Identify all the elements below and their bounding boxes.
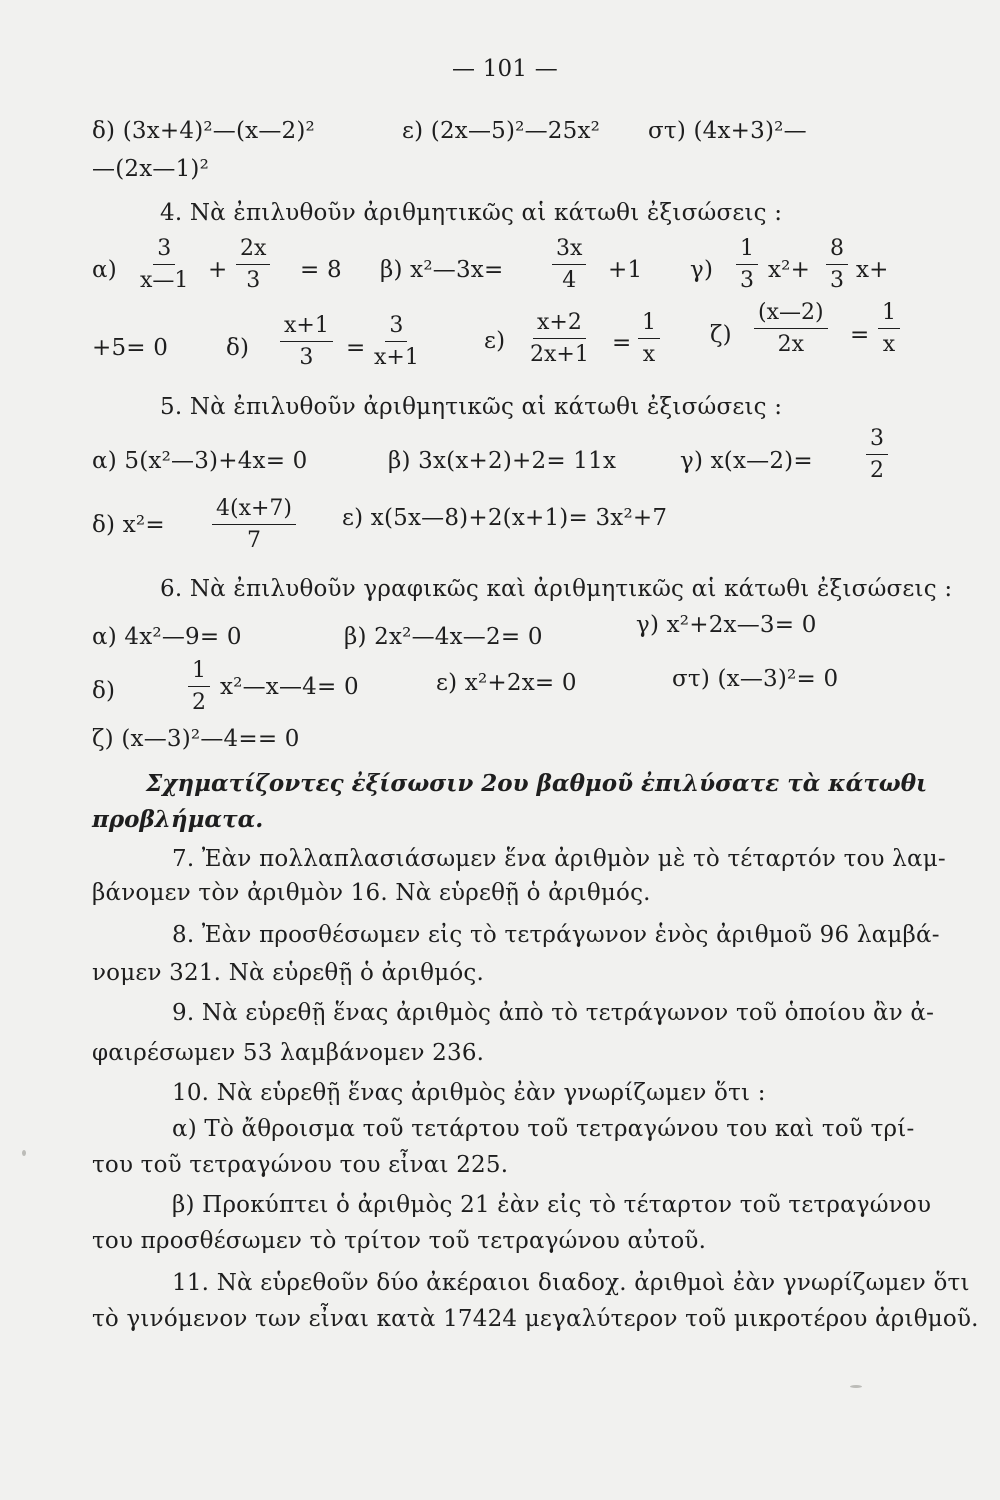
ex5-d-lhs: δ) x²= [92, 512, 165, 538]
section-title-cont: προβλήματα. [92, 806, 264, 833]
fraction-denominator: 3 [246, 268, 261, 293]
equals-sign: = [850, 322, 870, 348]
ex6-d-label: δ) [92, 678, 116, 704]
expr-epsilon: ε) (2x—5)²—25x² [402, 118, 601, 144]
fraction-numerator: 3 [153, 238, 175, 265]
ex4-z-frac2 [878, 302, 900, 356]
ex4-e-label: ε) [484, 328, 506, 354]
fraction-denominator: 3 [740, 268, 754, 293]
fraction-numerator: 1 [638, 312, 660, 339]
fraction-numerator: x+2 [533, 312, 586, 339]
ex4-b-lhs: β) x²—3x= [380, 257, 504, 283]
problem-line: β) Προκύπτει ὁ ἀριθμὸς 21 ἐὰν εἰς τὸ τέταρτον τοῦ τετραγώνου [172, 1192, 932, 1218]
ex4-g-mid: x²+ [768, 257, 811, 283]
ex6-g: γ) x²+2x—3= 0 [636, 612, 817, 638]
fraction-denominator: 2 [192, 690, 206, 715]
ex4-z-label: ζ) [710, 322, 732, 348]
ex4-g-cont: +5= 0 [92, 335, 169, 361]
ex4-a-frac2 [236, 238, 270, 292]
fraction-denominator: x+1 [374, 345, 419, 370]
problem-line: 8. Ἐὰν προσθέσωμεν εἰς τὸ τετράγωνον ἑνὸς ἀριθμοῦ 96 λαμβά- [172, 922, 940, 948]
ex4-b-frac [552, 238, 586, 292]
ex4-a-frac1 [140, 238, 188, 292]
expr-delta: δ) (3x+4)²—(x—2)² [92, 118, 315, 144]
problem-line: 7. Ἐὰν πολλαπλασιάσωμεν ἕνα ἀριθμὸν μὲ τὸ τέταρτόν του λαμ- [172, 846, 946, 872]
equals-sign: = [612, 330, 632, 356]
problem-line: βάνομεν τὸν ἀριθμὸν 16. Νὰ εὑρεθῇ ὁ ἀριθμός. [92, 880, 651, 906]
fraction-numerator: 3x [552, 238, 586, 265]
fraction-numerator: (x—2) [754, 302, 828, 329]
expr-cont: —(2x—1)² [92, 156, 210, 182]
problem-line: του τοῦ τετραγώνου του εἶναι 225. [92, 1152, 509, 1178]
ex4-a-rhs: = 8 [300, 257, 342, 283]
ex4-b-rhs: +1 [608, 257, 643, 283]
page-number: — 101 — [452, 56, 558, 82]
ex6-d-frac [188, 660, 210, 714]
fraction-numerator: x+1 [280, 315, 333, 342]
problem-line: 9. Νὰ εὑρεθῇ ἕνας ἀριθμὸς ἀπὸ τὸ τετράγωνον τοῦ ὁποίου ἂν ἀ- [172, 1000, 935, 1026]
ex4-a-label: α) [92, 257, 117, 283]
ex5-a: α) 5(x²—3)+4x= 0 [92, 448, 308, 474]
paper-speck [850, 1385, 862, 1388]
ex5-g-frac [866, 428, 888, 482]
fraction-denominator: 3 [299, 345, 314, 370]
equals-sign: = [346, 335, 366, 361]
fraction-denominator: 3 [830, 268, 844, 293]
ex4-g-frac1 [736, 238, 758, 292]
fraction-numerator: 3 [385, 315, 407, 342]
problem-line: 10. Νὰ εὑρεθῇ ἕνας ἀριθμὸς ἐὰν γνωρίζωμεν ὅτι : [172, 1080, 766, 1106]
ex6-e: ε) x²+2x= 0 [436, 670, 577, 696]
ex4-e-frac1 [530, 312, 589, 366]
expr-st: στ) (4x+3)²— [648, 118, 807, 144]
ex4-g-end: x+ [856, 257, 889, 283]
ex6-a: α) 4x²—9= 0 [92, 624, 242, 650]
ex6-st: στ) (x—3)²= 0 [672, 666, 839, 692]
fraction-denominator: 2 [870, 458, 884, 483]
ex4-g-frac2 [826, 238, 848, 292]
problem-line: του προσθέσωμεν τὸ τρίτον τοῦ τετραγώνου αὐτοῦ. [92, 1228, 707, 1254]
problem-line: τὸ γινόμενον των εἶναι κατὰ 17424 μεγαλύτερον τοῦ μικροτέρου ἀριθμοῦ. [92, 1306, 979, 1332]
fraction-denominator: 4 [562, 268, 577, 293]
ex5-heading: 5. Νὰ ἐπιλυθοῦν ἀριθμητικῶς αἱ κάτωθι ἐξισώσεις : [160, 394, 783, 420]
ex5-b: β) 3x(x+2)+2= 11x [388, 448, 617, 474]
problem-line: 11. Νὰ εὑρεθοῦν δύο ἀκέραιοι διαδοχ. ἀριθμοὶ ἐὰν γνωρίζωμεν ὅτι [172, 1270, 970, 1296]
fraction-numerator: 1 [188, 660, 210, 687]
fraction-numerator: 1 [878, 302, 900, 329]
fraction-numerator: 4(x+7) [212, 498, 296, 525]
fraction-denominator: x [642, 342, 656, 367]
ex6-d-rest: x²—x—4= 0 [220, 674, 359, 700]
fraction-numerator: 8 [826, 238, 848, 265]
fraction-numerator: 1 [736, 238, 758, 265]
ex4-e-frac2 [638, 312, 660, 366]
ex6-heading: 6. Νὰ ἐπιλυθοῦν γραφικῶς καὶ ἀριθμητικῶς αἱ κάτωθι ἐξισώσεις : [160, 576, 953, 602]
ex6-z: ζ) (x—3)²—4== 0 [92, 726, 300, 752]
fraction-numerator: 3 [866, 428, 888, 455]
ex5-g-lhs: γ) x(x—2)= [680, 448, 813, 474]
fraction-denominator: x [882, 332, 896, 357]
ex4-heading: 4. Νὰ ἐπιλυθοῦν ἀριθμητικῶς αἱ κάτωθι ἐξισώσεις : [160, 200, 783, 226]
fraction-denominator: x—1 [140, 268, 189, 293]
problem-line: φαιρέσωμεν 53 λαμβάνομεν 236. [92, 1040, 485, 1066]
ex4-d-frac2 [374, 315, 419, 369]
ex5-d-frac [212, 498, 296, 552]
ex4-g-label: γ) [690, 257, 714, 283]
fraction-denominator: 2x+1 [530, 342, 589, 367]
ex6-b: β) 2x²—4x—2= 0 [344, 624, 543, 650]
ex5-e: ε) x(5x—8)+2(x+1)= 3x²+7 [342, 505, 668, 531]
fraction-numerator: 2x [236, 238, 270, 265]
ex4-d-label: δ) [226, 335, 250, 361]
fraction-denominator: 7 [247, 528, 261, 553]
plus-sign: + [208, 257, 228, 283]
section-title: Σχηματίζοντες ἐξίσωσιν 2ου βαθμοῦ ἐπιλύσατε τὰ κάτωθι [146, 770, 928, 797]
paper-speck [22, 1150, 26, 1156]
fraction-denominator: 2x [777, 332, 804, 357]
problem-line: νομεν 321. Νὰ εὑρεθῇ ὁ ἀριθμός. [92, 960, 485, 986]
ex4-z-frac1 [754, 302, 828, 356]
problem-line: α) Τὸ ἄθροισμα τοῦ τετάρτου τοῦ τετραγώνου του καὶ τοῦ τρί- [172, 1116, 915, 1142]
ex4-d-frac1 [280, 315, 333, 369]
